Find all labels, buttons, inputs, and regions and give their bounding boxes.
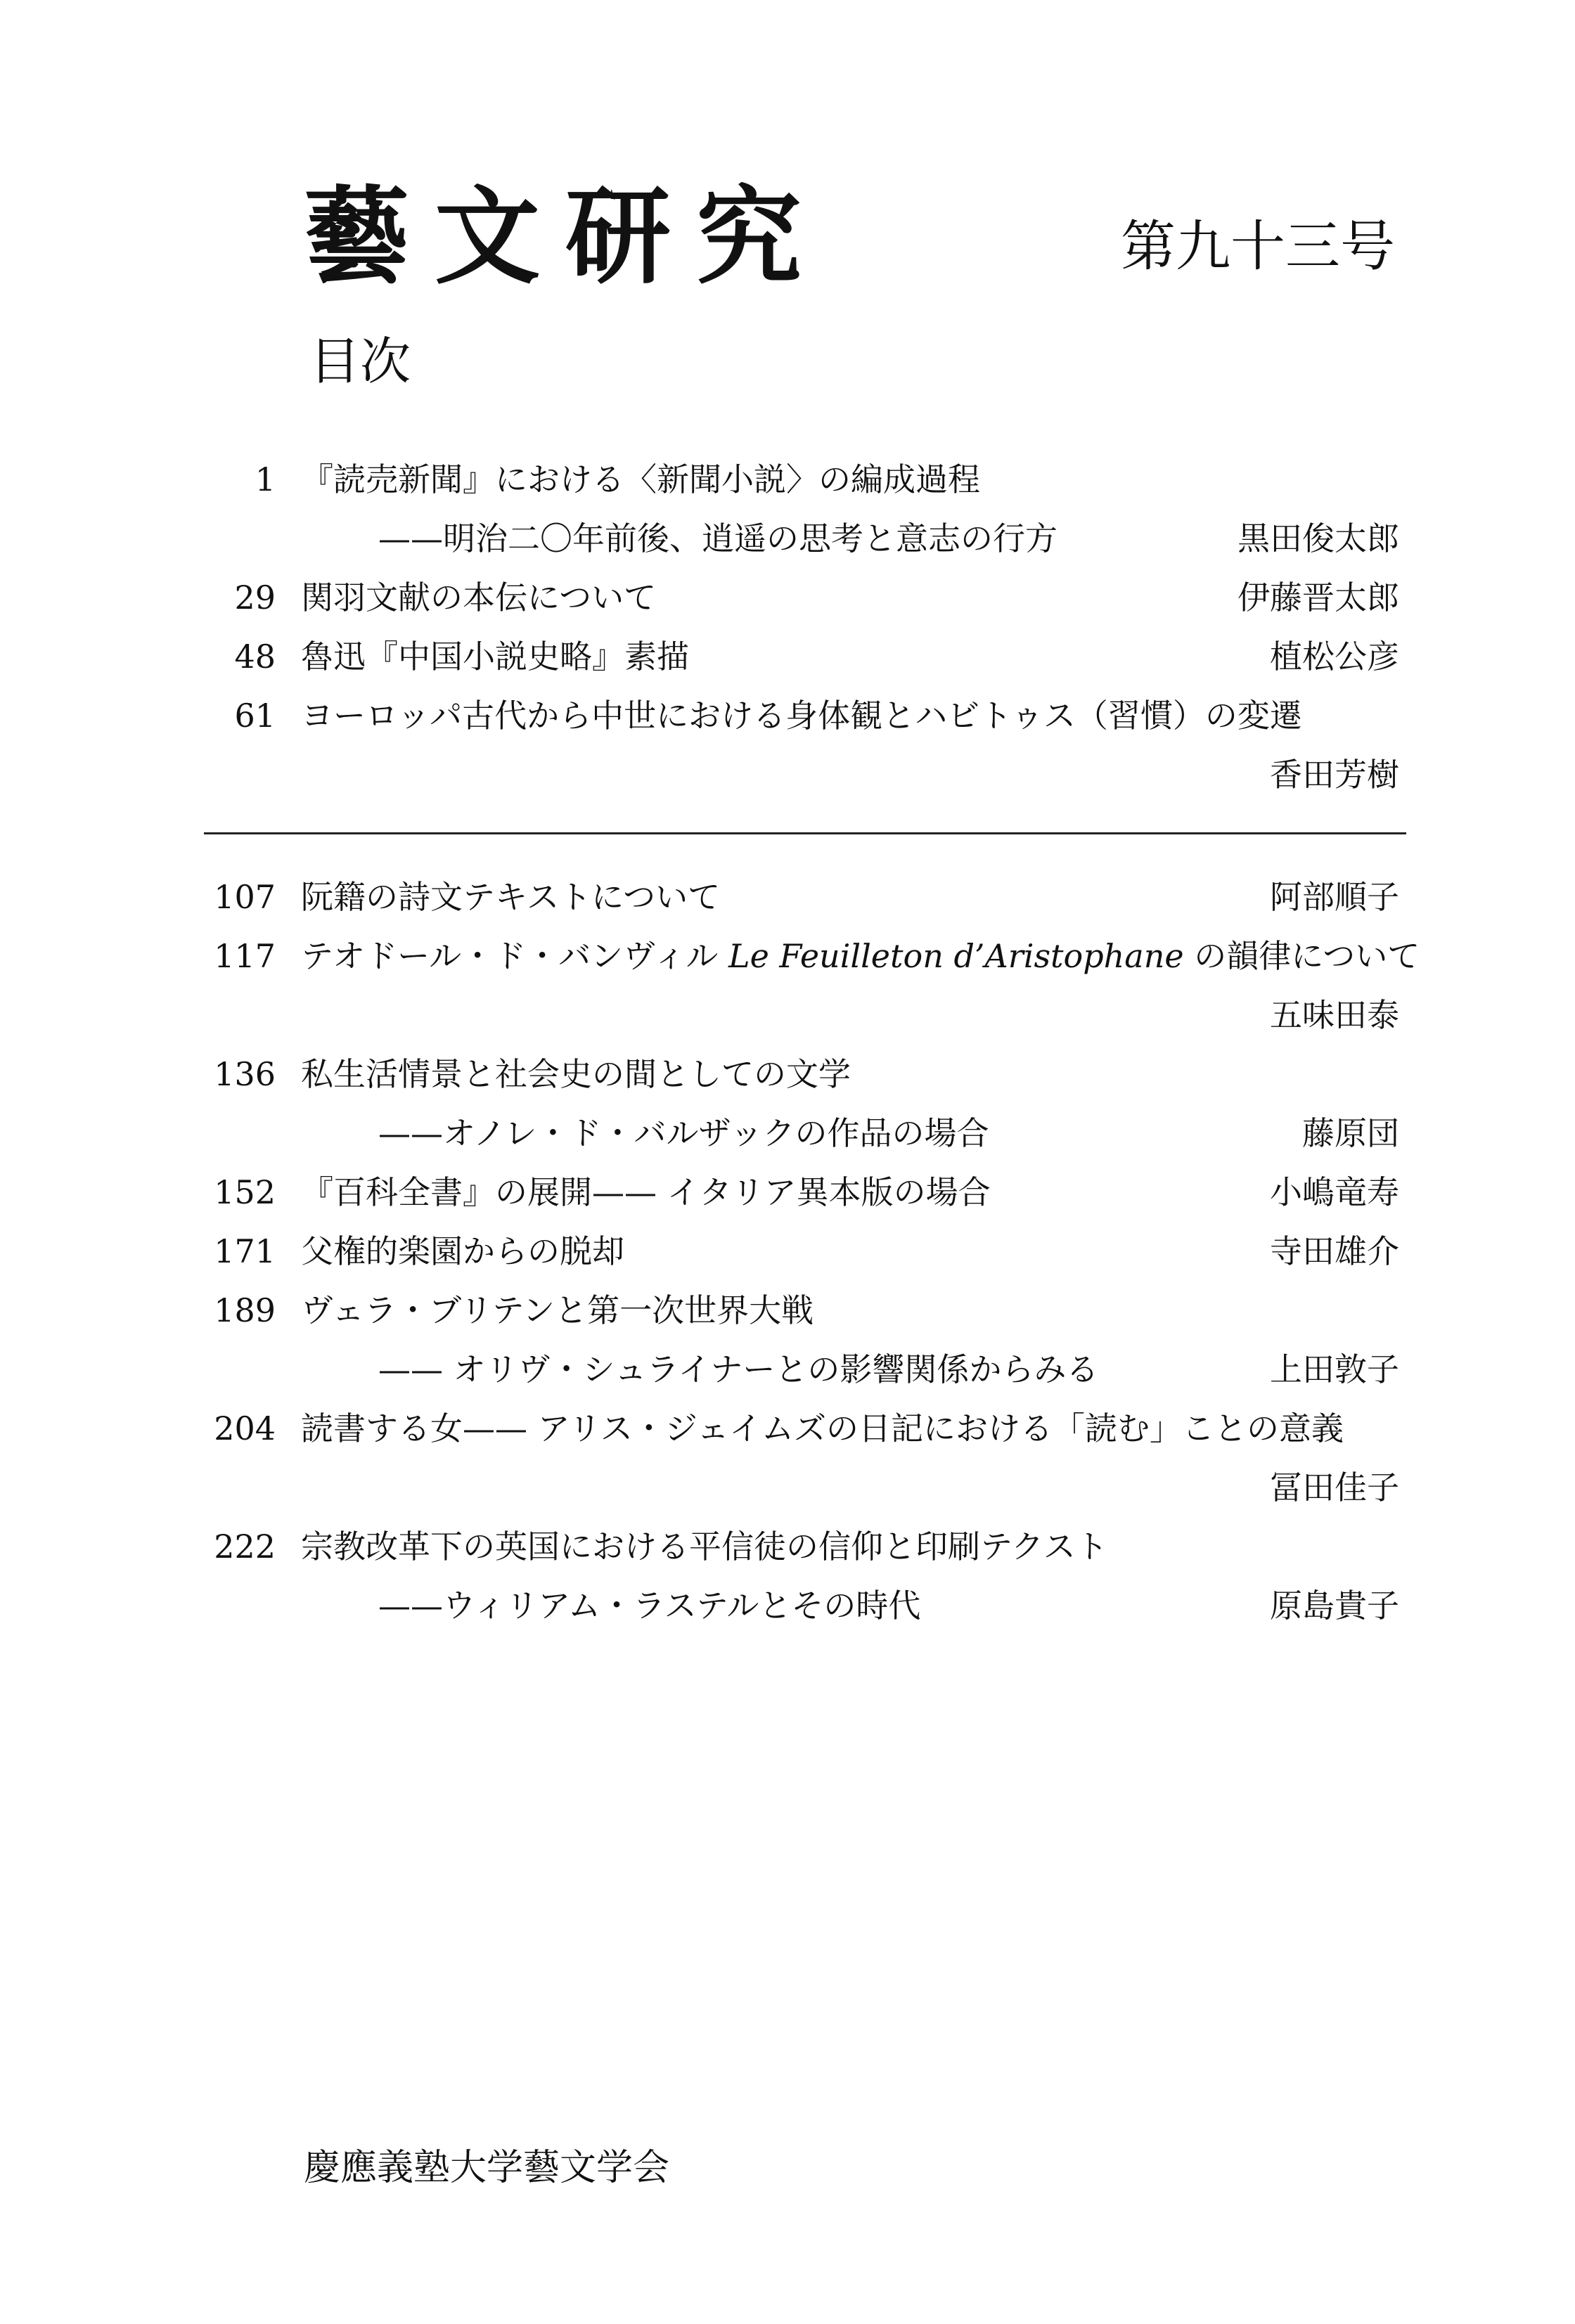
toc-entry[interactable] — [211, 1399, 1399, 1517]
entry-title: 私生活情景と社会史の間としての文学 — [301, 1055, 851, 1093]
toc-section-2 — [211, 867, 1420, 1635]
entry-title: 父権的楽園からの脱却 — [301, 1232, 624, 1270]
journal-title: 藝文研究 — [304, 175, 828, 299]
toc-entry[interactable] — [211, 1163, 1399, 1222]
toc-line — [211, 1458, 1399, 1517]
toc-line — [211, 1340, 1399, 1399]
entry-title — [301, 927, 1420, 986]
title-part: テオドール・ド・バンヴィル — [301, 937, 719, 975]
toc-entry[interactable] — [211, 1281, 1399, 1399]
page-number: 136 — [214, 1055, 276, 1093]
toc-entry[interactable] — [211, 568, 1399, 627]
toc-line — [211, 1045, 1399, 1104]
toc-entry[interactable] — [211, 927, 1420, 1045]
toc-line — [211, 1104, 1399, 1163]
entry-author: 伊藤晋太郎 — [1238, 579, 1399, 616]
entry-subtitle: —— オリヴ・シュライナーとの影響関係からみる — [378, 1350, 1099, 1388]
entry-author: 阿部順子 — [1270, 878, 1399, 916]
page-number: 29 — [234, 579, 276, 616]
entry-author: 原島貴子 — [1270, 1587, 1399, 1625]
entry-author: 植松公彦 — [1270, 638, 1399, 676]
entry-title: ヴェラ・ブリテンと第一次世界大戦 — [301, 1291, 814, 1329]
page-number: 1 — [255, 460, 276, 498]
entry-title: 関羽文献の本伝について — [301, 579, 657, 616]
entry-author: 黒田俊太郎 — [1238, 519, 1399, 557]
toc-line — [211, 867, 1399, 927]
toc-entry[interactable] — [211, 450, 1399, 568]
toc-line — [211, 745, 1399, 804]
page-number: 107 — [214, 878, 276, 916]
contents-heading: 目次 — [309, 332, 411, 391]
entry-title: 阮籍の詩文テキストについて — [301, 878, 721, 916]
entry-author: 五味田泰 — [1270, 996, 1399, 1034]
section-divider — [204, 832, 1406, 834]
toc-entry[interactable] — [211, 1045, 1399, 1163]
entry-author: 小嶋竜寿 — [1270, 1173, 1399, 1211]
entry-title: 『読売新聞』における〈新聞小説〉の編成過程 — [301, 460, 980, 498]
toc-entry[interactable] — [211, 1222, 1399, 1281]
toc-line — [211, 1222, 1399, 1281]
entry-subtitle: ——ウィリアム・ラステルとその時代 — [378, 1587, 921, 1625]
page-number: 117 — [214, 937, 276, 975]
entry-title: 魯迅『中国小説史略』素描 — [301, 638, 689, 676]
entry-subtitle: ——オノレ・ド・バルザックの作品の場合 — [378, 1114, 989, 1152]
entry-author: 寺田雄介 — [1270, 1232, 1399, 1270]
toc-line — [211, 1517, 1399, 1576]
entry-subtitle: ——明治二〇年前後、逍遥の思考と意志の行方 — [378, 519, 1058, 557]
page-number: 189 — [214, 1291, 276, 1329]
toc-line — [211, 1281, 1399, 1340]
entry-title: 宗教改革下の英国における平信徒の信仰と印刷テクスト — [301, 1528, 1108, 1566]
toc-line — [211, 1399, 1399, 1458]
toc-entry[interactable] — [211, 627, 1399, 686]
page-number: 152 — [214, 1173, 276, 1211]
toc-entry[interactable] — [211, 1517, 1399, 1635]
title-part: の韻律について — [1194, 937, 1420, 975]
toc-line — [211, 927, 1420, 986]
page-number: 61 — [234, 697, 276, 735]
entry-author: 冨田佳子 — [1270, 1468, 1399, 1506]
entry-title: 『百科全書』の展開—— イタリア異本版の場合 — [301, 1173, 991, 1211]
entry-title: ヨーロッパ古代から中世における身体観とハビトゥス（習慣）の変遷 — [301, 697, 1302, 735]
toc-line — [211, 1163, 1399, 1222]
toc-line — [211, 686, 1399, 745]
toc-line — [211, 627, 1399, 686]
toc-section-1 — [211, 450, 1399, 804]
toc-entry[interactable] — [211, 686, 1399, 804]
toc-line — [211, 1576, 1399, 1635]
toc-line — [211, 986, 1399, 1045]
publisher: 慶應義塾大学藝文学会 — [304, 2147, 670, 2189]
toc-line — [211, 509, 1399, 568]
entry-title: 読書する女—— アリス・ジェイムズの日記における「読む」ことの意義 — [301, 1409, 1344, 1447]
entry-author: 藤原団 — [1302, 1114, 1399, 1152]
page-number: 48 — [234, 638, 276, 676]
entry-author: 上田敦子 — [1270, 1350, 1399, 1388]
toc-line — [211, 450, 1399, 509]
page-number: 171 — [214, 1232, 276, 1270]
entry-author: 香田芳樹 — [1270, 756, 1399, 794]
issue-number: 第九十三号 — [1120, 215, 1395, 278]
page-number: 204 — [214, 1409, 276, 1447]
page-number: 222 — [214, 1528, 276, 1566]
latin-title: Le Feuilleton d’Aristophane — [728, 937, 1184, 975]
toc-line — [211, 568, 1399, 627]
toc-entry[interactable] — [211, 867, 1399, 927]
